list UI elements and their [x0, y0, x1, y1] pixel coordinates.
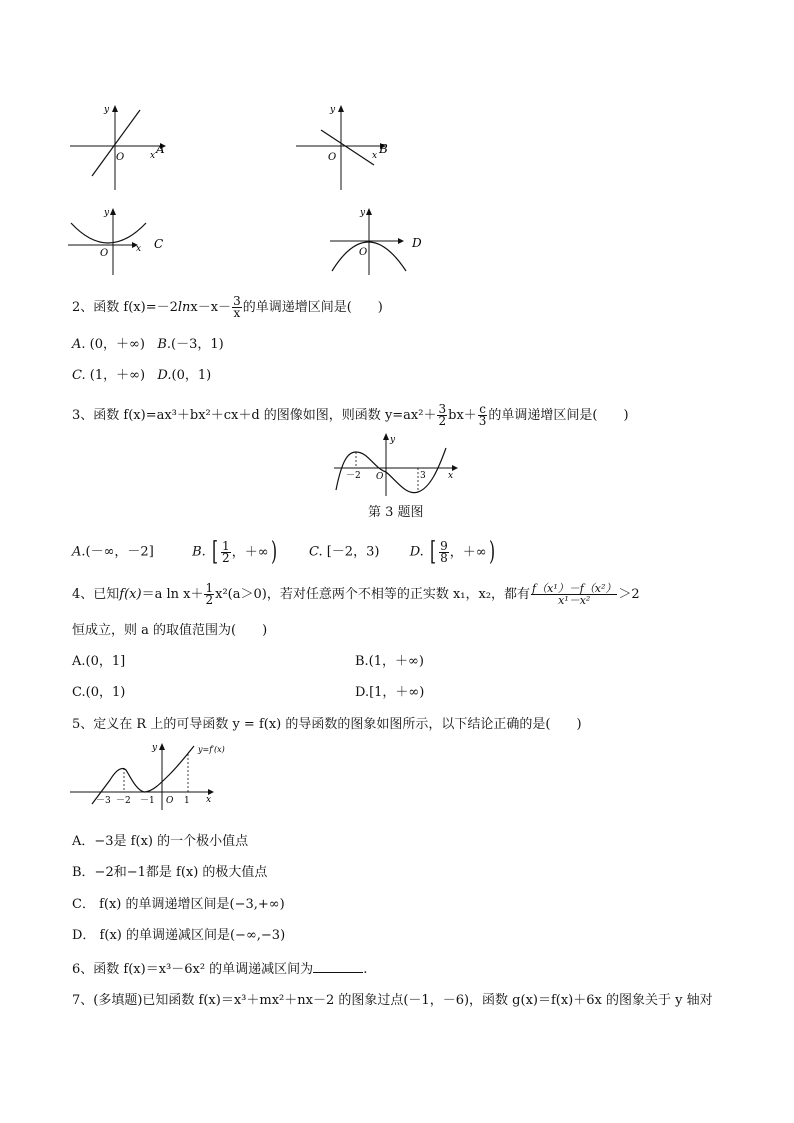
- q5-option-a[interactable]: A．−3是 f(x) 的一个极小值点: [72, 834, 249, 849]
- q5-graph-one: 1: [184, 796, 190, 806]
- q2-option-d[interactable]: (0，1): [171, 368, 212, 383]
- q3-options: A.(－∞，－2] B. [ $\frac{1}{2}$ ，＋∞) C. [－2，3) D. [ $\frac{9}{8}$ ，＋∞): [72, 539, 497, 565]
- q3-graph-three: 3: [420, 471, 426, 481]
- q4-option-d[interactable]: D.[1，＋∞): [355, 685, 425, 700]
- q3-option-c[interactable]: [－2，3): [326, 544, 380, 560]
- graph-d-label: D: [412, 236, 422, 250]
- q2-stem: 2、函数 f(x)=－2lnx－x－ $\frac{3}{x}$ 的单调递增区间是( ): [72, 294, 383, 320]
- q6-stem: 6、函数 f(x)＝x³－6x² 的单调递减区间为 .: [72, 962, 368, 977]
- graph-d-y: y: [360, 208, 366, 218]
- graph-a-x: x: [150, 151, 156, 161]
- q2-options-row1: A. (0，＋∞) B.(－3，1): [72, 337, 224, 352]
- q5-option-c[interactable]: C． f(x) 的单调递增区间是(−3,+∞): [72, 897, 285, 912]
- q3-stem: 3、函数 f(x)=ax³＋bx²＋cx＋d 的图像如图，则函数 y=ax²＋ $\frac{3}{2}$ bx＋ $\frac{c}{3}$ 的单调递增区间是( ): [72, 402, 629, 428]
- graph-b: [296, 100, 396, 192]
- q5-graph-n1: －1: [140, 796, 155, 806]
- q4-option-b[interactable]: B.(1，＋∞): [355, 654, 424, 669]
- q2-option-a[interactable]: (0，＋∞): [89, 337, 145, 352]
- graph-c-y: y: [104, 208, 110, 218]
- q3-graph-o: O: [376, 472, 384, 482]
- graph-d: [330, 203, 440, 281]
- graph-b-x: x: [372, 151, 378, 161]
- graph-c-o: O: [100, 248, 109, 259]
- q3-option-d[interactable]: [ $\frac{9}{8}$ ，＋∞): [429, 537, 495, 567]
- graph-c-label: C: [154, 237, 164, 251]
- q3-graph-neg2: －2: [346, 471, 361, 481]
- q5-graph-o: O: [166, 796, 174, 806]
- q5-graph: [70, 738, 230, 810]
- q2-option-b[interactable]: (－3，1): [171, 337, 224, 352]
- q2-option-c[interactable]: (1，＋∞): [89, 368, 146, 383]
- q5-stem: 5、定义在 R 上的可导函数 y = f(x) 的导函数的图象如图所示，以下结论正确的是( ): [72, 717, 582, 732]
- q5-graph-curve-label: y=f′(x): [198, 745, 225, 754]
- q4-option-a[interactable]: A.(0，1]: [72, 654, 126, 669]
- q5-graph-n2: －2: [116, 796, 131, 806]
- q7-stem: 7、(多填题)已知函数 f(x)＝x³＋mx²＋nx－2 的图象过点(－1，－6)，函数 g(x)＝f(x)＋6x 的图象关于 y 轴对: [72, 993, 713, 1008]
- graph-a-o: O: [116, 152, 125, 163]
- q5-graph-x: x: [206, 795, 212, 805]
- q4-stem: 4、已知f(x)＝a ln x＋ $\frac{1}{2}$ x²(a＞0)，若对任意两个不相等的正实数 x₁，x₂，都有 $\frac{\text{f（x¹）－f（x²）}}{\text{x¹－x²}}$ ＞2: [72, 581, 640, 607]
- q5-graph-n3: －3: [96, 796, 111, 806]
- graph-a-y: y: [104, 105, 110, 115]
- q3-option-b[interactable]: [ $\frac{1}{2}$ ，＋∞): [211, 537, 277, 567]
- q5-graph-y: y: [152, 743, 158, 753]
- q5-option-d[interactable]: D． f(x) 的单调递减区间是(−∞,−3): [72, 928, 286, 943]
- q5-option-b[interactable]: B．−2和−1都是 f(x) 的极大值点: [72, 865, 268, 880]
- q3-caption: 第 3 题图: [368, 505, 424, 520]
- graph-a-label: A: [156, 142, 165, 156]
- q3-graph: [334, 430, 464, 498]
- graph-d-o: O: [359, 247, 368, 258]
- graph-c: [68, 203, 178, 281]
- q4-option-c[interactable]: C.(0，1): [72, 685, 126, 700]
- graph-a: [70, 100, 170, 192]
- graph-c-x: x: [136, 244, 142, 254]
- q2-options-row2: C. (1，＋∞) D.(0，1): [72, 368, 212, 383]
- q4-line2: 恒成立，则 a 的取值范围为( ): [72, 623, 268, 638]
- q3-graph-x: x: [448, 471, 454, 481]
- graph-b-label: B: [379, 142, 388, 156]
- q6-answer-blank[interactable]: [313, 960, 363, 973]
- graph-b-y: y: [330, 105, 336, 115]
- q3-option-a[interactable]: (－∞，－2]: [85, 544, 154, 560]
- q3-graph-y: y: [390, 435, 396, 445]
- graph-b-o: O: [328, 152, 337, 163]
